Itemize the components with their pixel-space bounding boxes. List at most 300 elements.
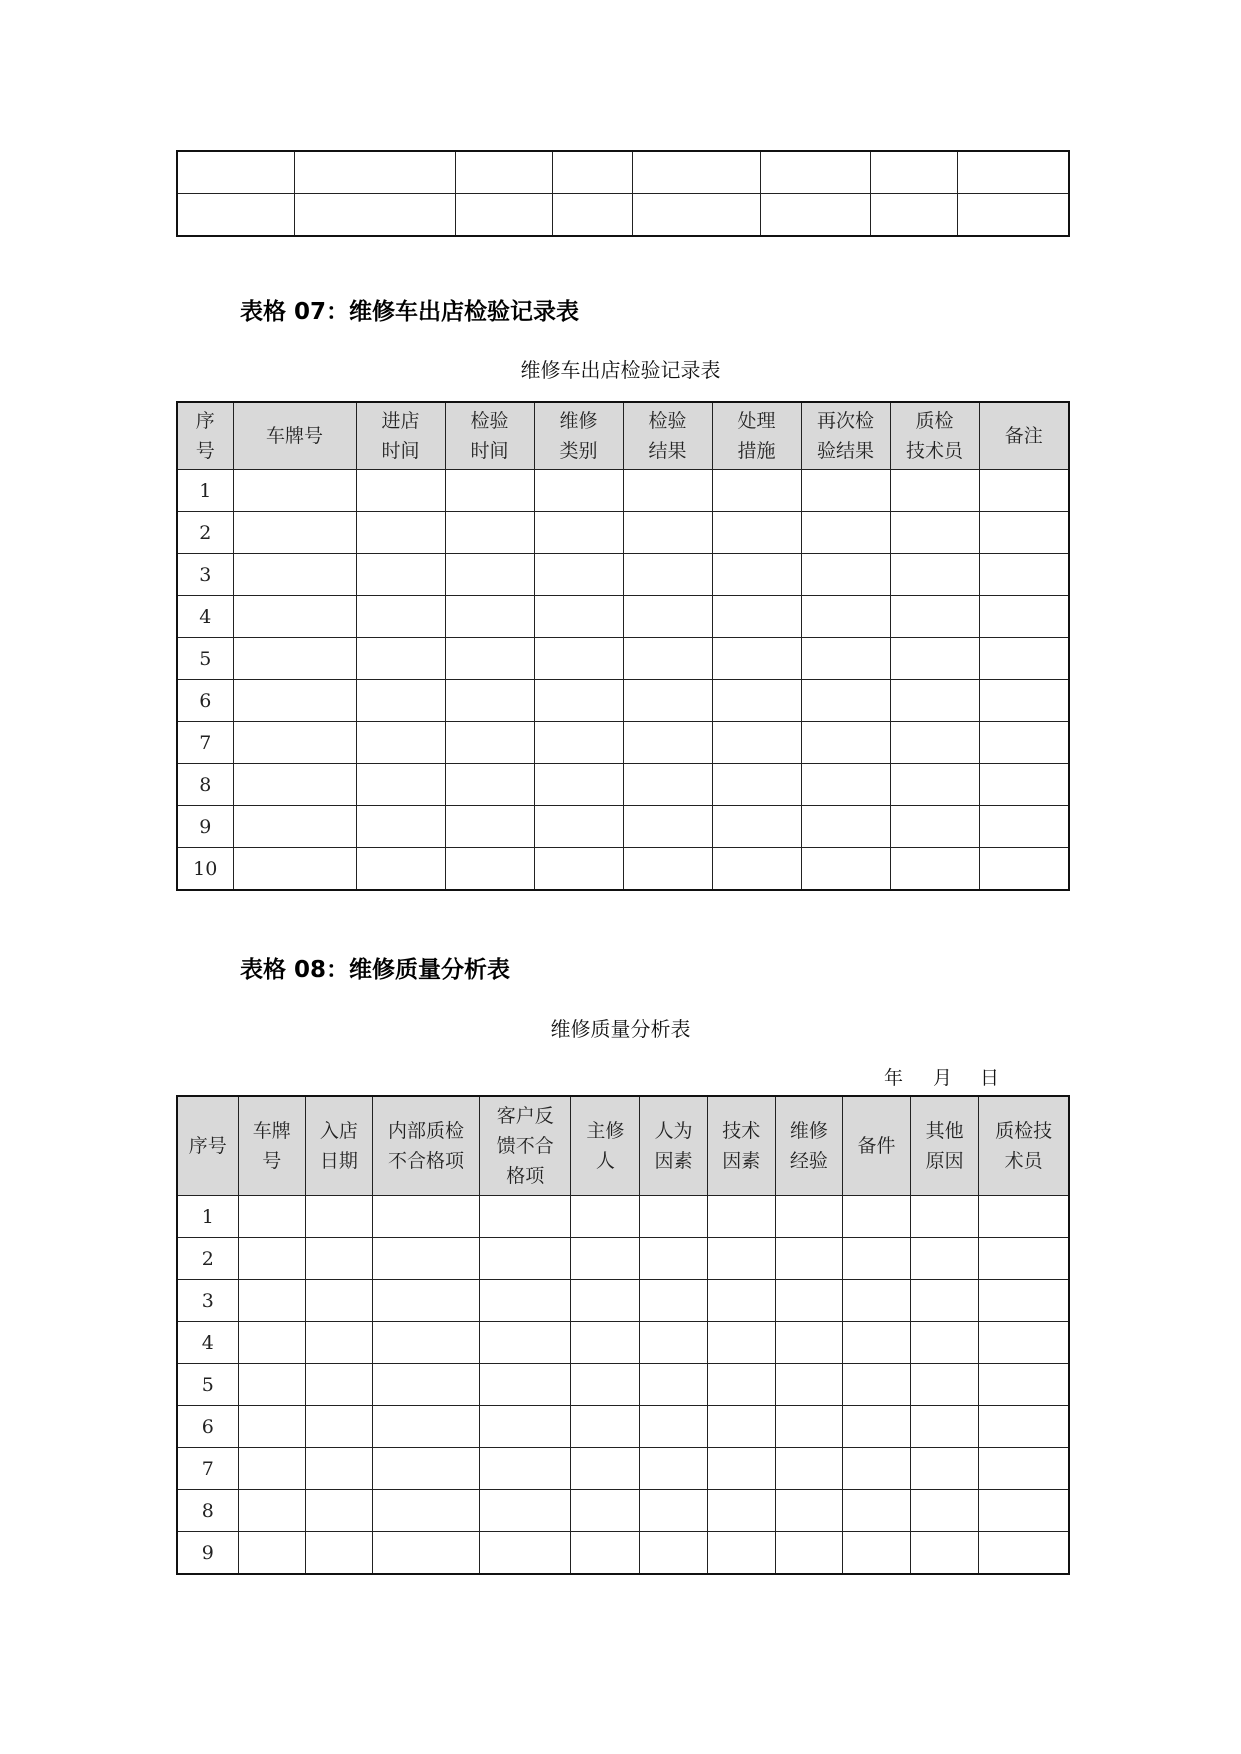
empty-cell [480,1238,571,1280]
empty-cell [445,806,534,848]
column-header-line: 主修 [586,1120,625,1142]
empty-cell [707,1196,775,1238]
empty-cell [801,764,890,806]
empty-cell [445,722,534,764]
row-number: 4 [177,1322,238,1364]
empty-cell [623,722,712,764]
empty-cell [356,638,445,680]
empty-cell [305,1364,372,1406]
empty-cell [775,1448,842,1490]
row-number: 3 [177,1280,238,1322]
empty-cell [534,638,623,680]
table07-heading: 表格 07：维修车出店检验记录表 [240,299,580,325]
empty-cell [623,470,712,512]
column-header-line: 再次检 [816,410,874,432]
date-year-label: 年 [884,1067,904,1089]
empty-cell [534,470,623,512]
empty-cell [890,806,979,848]
empty-cell [890,554,979,596]
empty-cell [979,638,1069,680]
empty-cell [979,1448,1069,1490]
column-header-line: 因素 [654,1150,693,1172]
column-header [979,1096,1069,1196]
column-header-line: 措施 [737,440,776,462]
column-header [775,1096,842,1196]
empty-cell [480,1490,571,1532]
empty-cell [640,1448,707,1490]
empty-cell [480,1532,571,1575]
empty-cell [842,1196,910,1238]
empty-cell [623,554,712,596]
empty-cell [480,1322,571,1364]
empty-cell [801,470,890,512]
empty-cell [233,680,356,722]
empty-cell [238,1280,305,1322]
empty-cell [356,470,445,512]
empty-cell [842,1490,910,1532]
empty-cell [623,764,712,806]
empty-cell [233,470,356,512]
row-number: 5 [177,1364,238,1406]
empty-cell [911,1364,979,1406]
empty-cell [842,1532,910,1575]
row-number: 7 [177,1448,238,1490]
empty-cell [890,680,979,722]
empty-cell [979,1406,1069,1448]
empty-cell [640,1322,707,1364]
empty-cell [640,1406,707,1448]
empty-cell [712,848,801,891]
empty-cell [842,1280,910,1322]
table-row [177,554,1069,596]
column-header [534,402,623,470]
row-number: 2 [177,1238,238,1280]
empty-cell [707,1238,775,1280]
row-number: 7 [177,722,233,764]
column-header-line: 质检 [915,410,954,432]
empty-cell [356,722,445,764]
empty-cell [801,512,890,554]
empty-cell [238,1406,305,1448]
column-header-line: 车牌号 [265,425,323,447]
empty-cell [233,554,356,596]
empty-cell [775,1490,842,1532]
column-header-line: 其他 [925,1120,964,1142]
empty-cell [480,1280,571,1322]
row-number: 8 [177,1490,238,1532]
empty-cell [775,1322,842,1364]
empty-cell [707,1490,775,1532]
empty-cell [534,554,623,596]
empty-cell [233,722,356,764]
table-row [177,596,1069,638]
empty-cell [979,848,1069,891]
empty-cell [712,764,801,806]
empty-cell [305,1532,372,1575]
column-header-line: 进店 [381,410,420,432]
previous-table-continuation [176,150,1070,237]
empty-cell [640,1364,707,1406]
column-header-line: 备注 [1004,425,1043,447]
empty-cell [979,470,1069,512]
empty-cell [979,680,1069,722]
column-header-line: 术员 [1004,1150,1043,1172]
table-row [177,806,1069,848]
empty-cell [571,1532,640,1575]
empty-cell [305,1280,372,1322]
empty-cell [534,512,623,554]
column-header-line: 馈不合 [496,1135,554,1157]
column-header [372,1096,479,1196]
table08-caption: 维修质量分析表 [550,1017,691,1041]
table-row [177,151,1069,194]
empty-cell [842,1322,910,1364]
column-header-line: 内部质检 [388,1120,465,1142]
empty-cell [571,1280,640,1322]
column-header [842,1096,910,1196]
column-header-line: 日期 [319,1150,358,1172]
empty-cell [911,1532,979,1575]
column-header-line: 经验 [789,1150,828,1172]
empty-cell [890,764,979,806]
table-row [177,1532,1069,1575]
empty-cell [842,1406,910,1448]
column-header [233,402,356,470]
empty-cell [979,1322,1069,1364]
empty-cell [238,1448,305,1490]
empty-cell [640,1280,707,1322]
empty-cell [356,512,445,554]
empty-cell [911,1280,979,1322]
row-number: 8 [177,764,233,806]
empty-cell [238,1532,305,1575]
empty-cell [707,1406,775,1448]
row-number: 9 [177,806,233,848]
empty-cell [372,1280,479,1322]
empty-cell [623,638,712,680]
empty-cell [372,1196,479,1238]
empty-cell [238,1322,305,1364]
empty-cell [305,1406,372,1448]
table-row [177,638,1069,680]
empty-cell [372,1406,479,1448]
empty-cell [571,1406,640,1448]
empty-cell [911,1406,979,1448]
row-number: 4 [177,596,233,638]
empty-cell [979,512,1069,554]
column-header-line: 维修 [559,410,598,432]
column-header [911,1096,979,1196]
empty-cell [801,554,890,596]
column-header [445,402,534,470]
empty-cell [775,1532,842,1575]
empty-cell [979,596,1069,638]
empty-cell [979,1364,1069,1406]
empty-cell [775,1364,842,1406]
empty-cell [233,596,356,638]
empty-cell [356,554,445,596]
column-header-line: 结果 [648,440,687,462]
column-header-line: 号 [195,440,215,462]
empty-cell [445,596,534,638]
table-row [177,1322,1069,1364]
date-day-label: 日 [980,1067,1000,1089]
empty-cell [623,680,712,722]
empty-cell [890,722,979,764]
empty-cell [712,722,801,764]
empty-cell [480,1448,571,1490]
empty-cell [712,512,801,554]
empty-cell [801,596,890,638]
empty-cell [640,1196,707,1238]
column-header-line: 检验 [470,410,509,432]
empty-cell [801,638,890,680]
empty-cell [712,596,801,638]
column-header-line: 序 [195,410,215,432]
empty-cell [801,680,890,722]
row-number: 3 [177,554,233,596]
column-header-line: 质检技 [995,1120,1053,1142]
empty-cell [233,638,356,680]
empty-cell [623,848,712,891]
column-header-line: 格项 [506,1165,545,1187]
empty-cell [640,1490,707,1532]
empty-cell [890,848,979,891]
empty-cell [305,1238,372,1280]
table-row [177,1448,1069,1490]
column-header [801,402,890,470]
empty-cell [305,1448,372,1490]
column-header [305,1096,372,1196]
empty-cell [305,1490,372,1532]
empty-cell [979,554,1069,596]
column-header [177,1096,238,1196]
column-header-line: 不合格项 [388,1150,465,1172]
empty-cell [623,596,712,638]
table-header-row [177,402,1069,470]
empty-cell [571,1238,640,1280]
empty-cell [979,1490,1069,1532]
column-header [979,402,1069,470]
empty-cell [890,512,979,554]
table-row [177,194,1069,237]
table-row [177,1238,1069,1280]
empty-cell [356,806,445,848]
empty-cell [801,806,890,848]
empty-cell [372,1448,479,1490]
column-header-line: 时间 [470,440,509,462]
empty-cell [233,806,356,848]
empty-cell [775,1196,842,1238]
column-header [571,1096,640,1196]
empty-cell [534,722,623,764]
empty-cell [712,680,801,722]
column-header-line: 技术 [722,1120,761,1142]
empty-cell [238,1364,305,1406]
column-header-line: 处理 [737,410,776,432]
empty-cell [233,512,356,554]
empty-cell [890,638,979,680]
empty-cell [775,1238,842,1280]
column-header [177,402,233,470]
inspection-record-table [176,401,1070,891]
table-row [177,1406,1069,1448]
column-header-line: 序号 [188,1135,227,1157]
empty-cell [707,1280,775,1322]
empty-cell [372,1490,479,1532]
empty-cell [712,470,801,512]
table-row [177,848,1069,891]
column-header-line: 检验 [648,410,687,432]
column-header-line: 备件 [857,1135,896,1157]
row-number: 6 [177,680,233,722]
empty-cell [707,1448,775,1490]
empty-cell [979,1280,1069,1322]
empty-cell [623,512,712,554]
empty-cell [445,680,534,722]
empty-cell [775,1280,842,1322]
empty-cell [238,1238,305,1280]
column-header-line: 原因 [925,1150,964,1172]
empty-cell [890,470,979,512]
row-number: 10 [177,848,233,891]
column-header-line: 因素 [722,1150,761,1172]
empty-cell [979,1196,1069,1238]
empty-cell [305,1322,372,1364]
empty-cell [445,470,534,512]
empty-cell [801,722,890,764]
empty-cell [571,1490,640,1532]
row-number: 6 [177,1406,238,1448]
table-row [177,1280,1069,1322]
empty-cell [445,848,534,891]
empty-cell [911,1196,979,1238]
empty-cell [233,764,356,806]
empty-cell [842,1364,910,1406]
column-header-line: 车牌 [252,1120,291,1142]
empty-cell [445,512,534,554]
empty-cell [890,596,979,638]
empty-cell [534,596,623,638]
row-number: 2 [177,512,233,554]
empty-cell [445,764,534,806]
empty-cell [623,806,712,848]
empty-cell [571,1322,640,1364]
date-month-label: 月 [933,1067,953,1089]
column-header-line: 类别 [559,440,598,462]
empty-cell [979,806,1069,848]
empty-cell [445,638,534,680]
empty-cell [372,1364,479,1406]
empty-cell [372,1532,479,1575]
empty-cell [480,1196,571,1238]
empty-cell [445,554,534,596]
empty-cell [842,1238,910,1280]
column-header-line: 客户反 [496,1105,554,1127]
empty-cell [372,1238,479,1280]
empty-cell [534,680,623,722]
table-row [177,764,1069,806]
empty-cell [534,806,623,848]
row-number: 9 [177,1532,238,1575]
column-header-line: 人为 [654,1120,693,1142]
empty-cell [801,848,890,891]
column-header-line: 维修 [789,1120,828,1142]
table-row [177,680,1069,722]
empty-cell [356,680,445,722]
empty-cell [707,1364,775,1406]
empty-cell [712,806,801,848]
column-header [640,1096,707,1196]
column-header-line: 验结果 [816,440,874,462]
row-number: 1 [177,1196,238,1238]
column-header-line: 人 [595,1150,615,1172]
empty-cell [911,1490,979,1532]
table-row [177,722,1069,764]
empty-cell [534,848,623,891]
empty-cell [571,1448,640,1490]
empty-cell [911,1322,979,1364]
column-header-line: 时间 [381,440,420,462]
column-header-line: 号 [262,1150,282,1172]
column-header-line: 技术员 [905,440,963,462]
empty-cell [707,1322,775,1364]
empty-cell [979,764,1069,806]
column-header [356,402,445,470]
empty-cell [979,722,1069,764]
row-number: 1 [177,470,233,512]
column-header-line: 入店 [319,1120,358,1142]
column-header [480,1096,571,1196]
empty-cell [480,1364,571,1406]
empty-cell [979,1238,1069,1280]
empty-cell [534,764,623,806]
column-header [623,402,712,470]
empty-cell [356,596,445,638]
empty-cell [305,1196,372,1238]
empty-cell [233,848,356,891]
empty-cell [712,638,801,680]
column-header [238,1096,305,1196]
table-row [177,470,1069,512]
empty-cell [911,1238,979,1280]
column-header [712,402,801,470]
empty-cell [842,1448,910,1490]
column-header [890,402,979,470]
empty-cell [707,1532,775,1575]
column-header [707,1096,775,1196]
quality-analysis-table [176,1095,1070,1575]
empty-cell [712,554,801,596]
table-row [177,1364,1069,1406]
table08-heading: 表格 08：维修质量分析表 [240,957,511,983]
empty-cell [356,764,445,806]
table-row [177,512,1069,554]
table-row [177,1196,1069,1238]
empty-cell [640,1238,707,1280]
table-row [177,1490,1069,1532]
empty-cell [640,1532,707,1575]
table-header-row [177,1096,1069,1196]
empty-cell [356,848,445,891]
empty-cell [979,1532,1069,1575]
empty-cell [238,1196,305,1238]
empty-cell [571,1364,640,1406]
empty-cell [911,1448,979,1490]
row-number: 5 [177,638,233,680]
empty-cell [775,1406,842,1448]
empty-cell [372,1322,479,1364]
